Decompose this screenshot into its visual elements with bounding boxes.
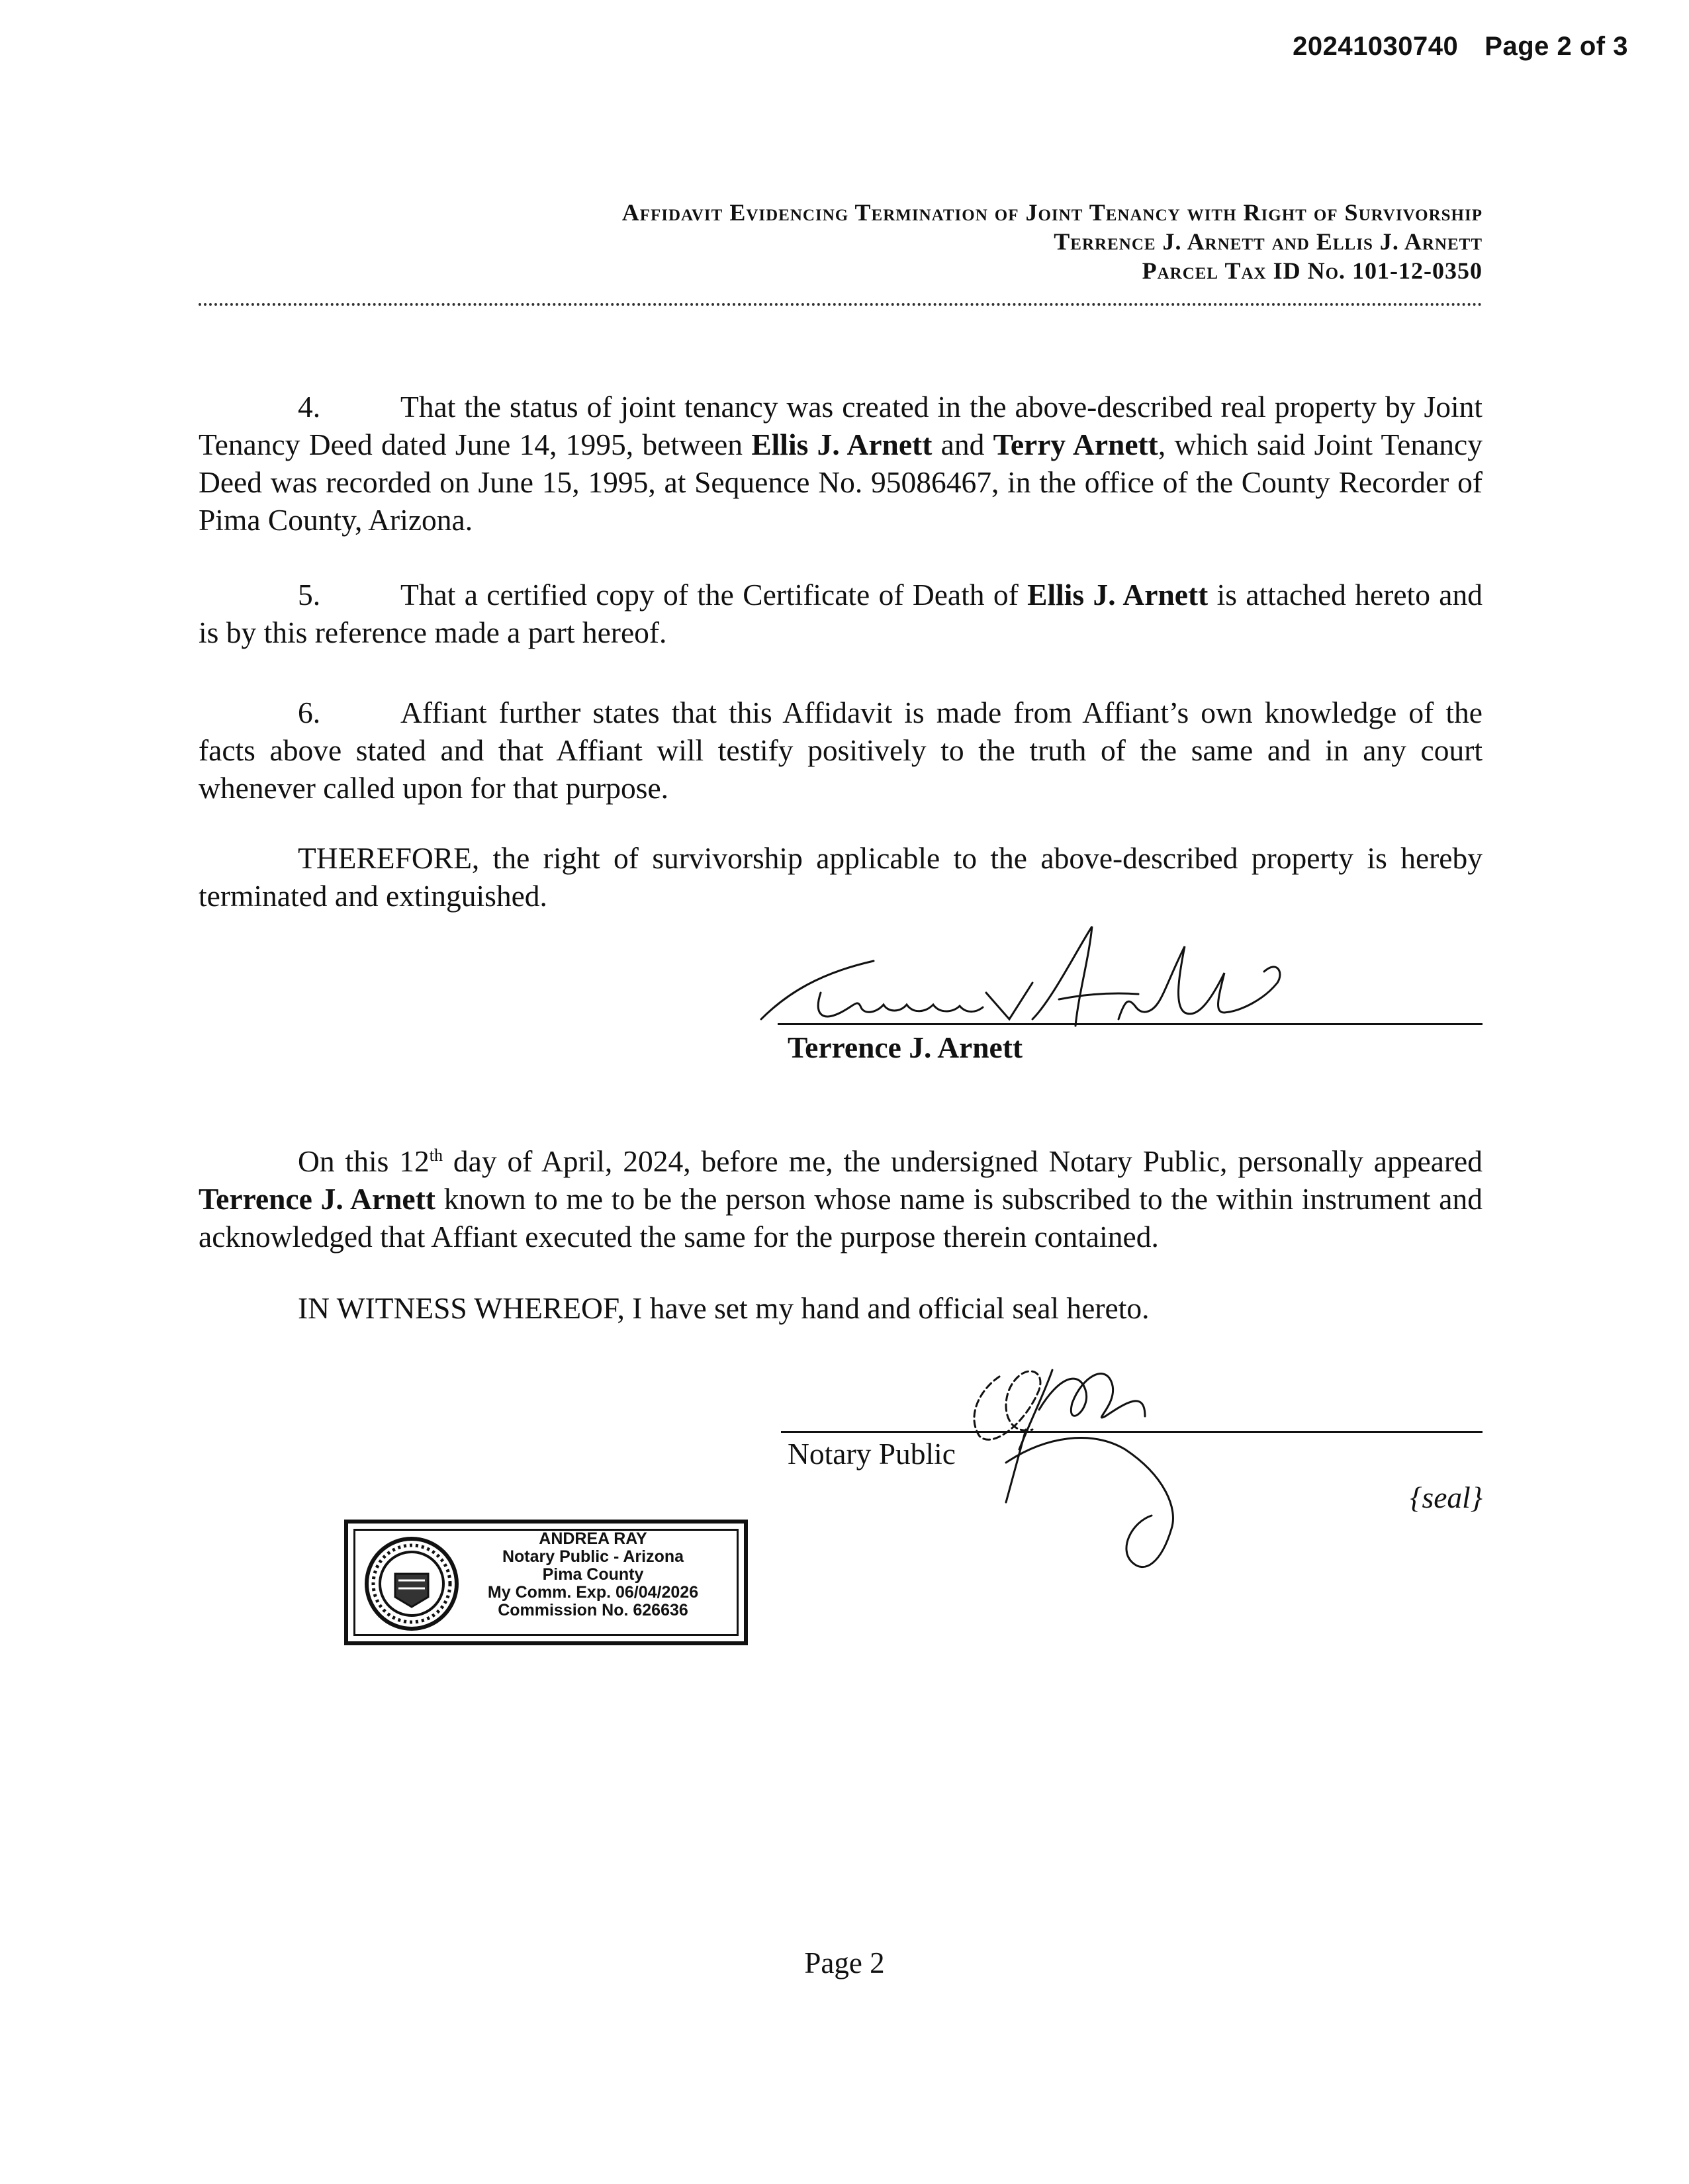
paragraph-number: 4. <box>298 390 321 424</box>
notary-acknowledgment <box>199 1142 1483 1255</box>
state-seal-icon <box>359 1534 465 1633</box>
therefore-paragraph <box>199 839 1483 915</box>
affiant-signature-line <box>778 1023 1483 1025</box>
affiant-name: Terrence J. Arnett <box>788 1030 1023 1064</box>
paragraph-number: 6. <box>298 696 321 729</box>
party-name: Terrence J. Arnett <box>199 1182 435 1216</box>
paragraph-text: , which said Joint Tenancy Deed was recorded on June 15, 1995, at Sequence No. 95086467, in the office of the County Recorder of Pima County, Arizona. <box>199 428 1483 537</box>
header-title: Affidavit Evidencing Termination of Joint Tenancy with Right of Survivorship <box>621 199 1483 226</box>
paragraph-text: day of April, 2024, before me, the undersigned Notary Public, personally appeared <box>442 1144 1483 1178</box>
paragraph-text: On this 12 <box>298 1144 430 1178</box>
paragraph-number: 5. <box>298 578 321 612</box>
party-name: Terry Arnett <box>993 428 1158 461</box>
paragraph-text: That the status of joint tenancy was created in the above-described real property by Joint Tenancy Deed dated June 14, 1995, between <box>199 390 1483 461</box>
header-parcel: Parcel Tax ID No. 101-12-0350 <box>1142 257 1483 284</box>
paragraph-4 <box>199 388 1483 539</box>
paragraph-text: known to me to be the person whose name is subscribed to the within instrument and acknowledged that Affiant executed the same for the purpose therein contained. <box>199 1182 1483 1253</box>
affiant-signature <box>748 920 1304 1039</box>
paragraph-6 <box>199 694 1483 807</box>
stamp-title: Notary Public - Arizona <box>502 1547 684 1566</box>
party-name: Ellis J. Arnett <box>1027 578 1209 612</box>
stamp-text <box>474 1530 712 1619</box>
paragraph-text: THEREFORE, the right of survivorship applicable to the above-described property is hereby terminated and extinguished. <box>199 841 1483 913</box>
notary-signature <box>927 1350 1244 1595</box>
paragraph-5 <box>199 576 1483 651</box>
notary-public-label: Notary Public <box>788 1437 956 1471</box>
page-footer: Page 2 <box>804 1946 885 1979</box>
stamp-name: ANDREA RAY <box>539 1529 647 1548</box>
paragraph-text: Affiant further states that this Affidavit is made from Affiant’s own knowledge of the facts above stated and that Affiant will testify positively to the truth of the same and in any court whenever called upon for that purpose. <box>199 696 1483 805</box>
ordinal-suffix: th <box>429 1145 443 1165</box>
header-parties: Terrence J. Arnett and Ellis J. Arnett <box>1054 228 1483 255</box>
paragraph-text: and <box>932 428 993 461</box>
stamp-county: Pima County <box>542 1565 644 1584</box>
paragraph-text: That a certified copy of the Certificate of Death of <box>400 578 1028 612</box>
recording-number <box>1293 32 1628 62</box>
witness-paragraph <box>199 1289 1483 1327</box>
header-divider <box>199 303 1483 306</box>
party-name: Ellis J. Arnett <box>751 428 933 461</box>
notary-signature-line <box>781 1431 1483 1433</box>
notary-stamp <box>344 1520 748 1645</box>
stamp-expiry: My Comm. Exp. 06/04/2026 <box>487 1583 699 1602</box>
page-count: Page 2 of 3 <box>1484 32 1628 61</box>
stamp-commission: Commission No. 626636 <box>498 1601 688 1619</box>
record-number: 20241030740 <box>1293 32 1459 61</box>
paragraph-text: is attached hereto and is by this reference made a part hereof. <box>199 578 1483 649</box>
seal-label: {seal} <box>1410 1480 1483 1514</box>
paragraph-text: IN WITNESS WHEREOF, I have set my hand and official seal hereto. <box>298 1291 1150 1325</box>
